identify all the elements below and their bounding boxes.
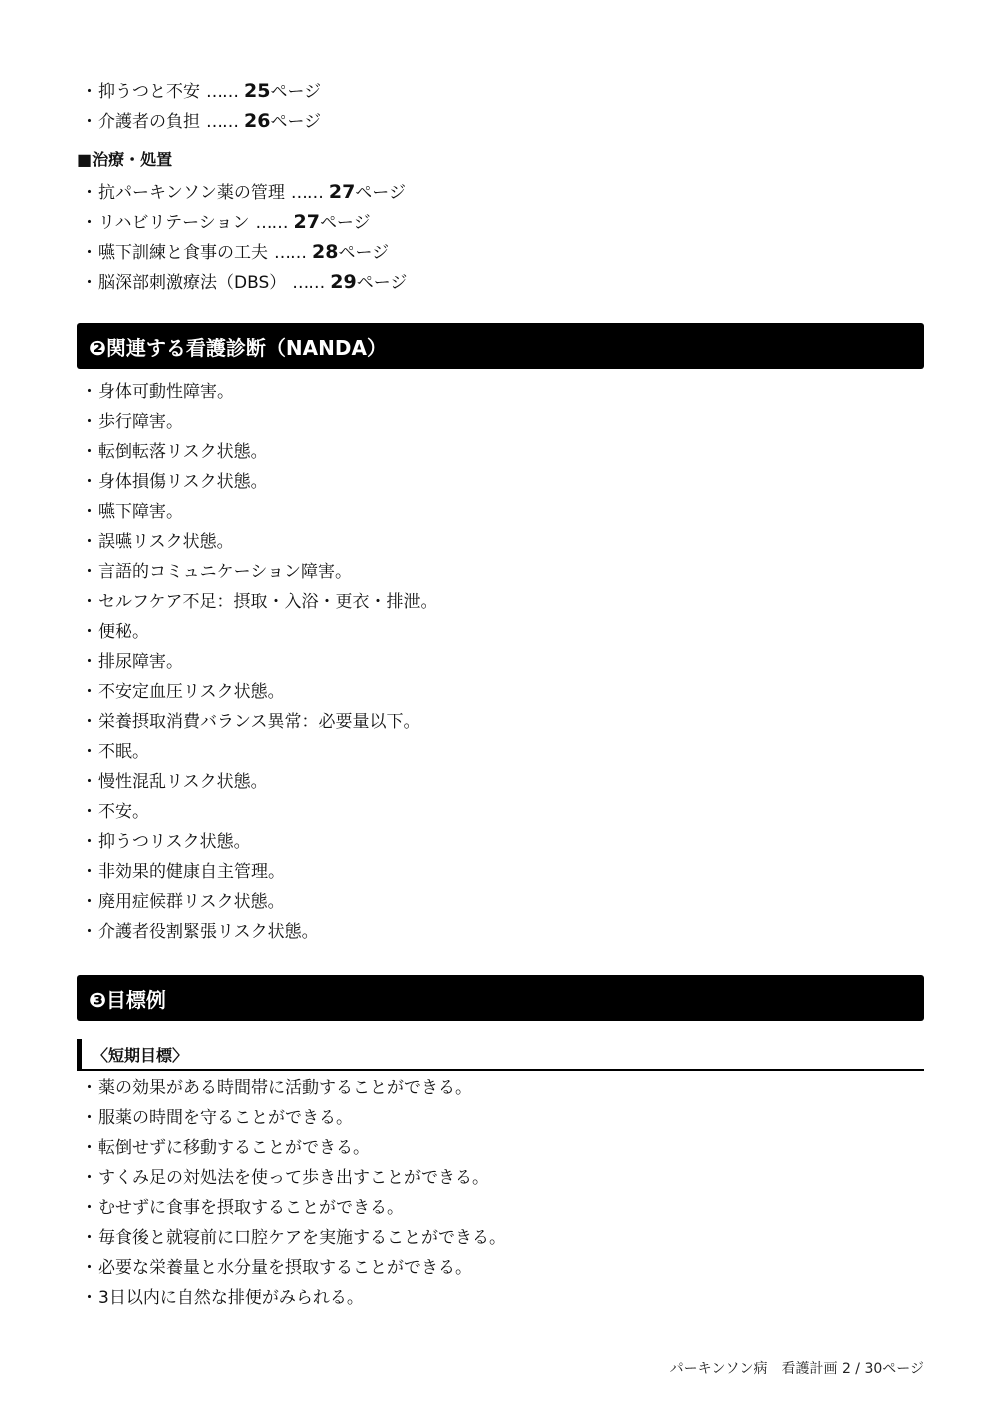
list-item-text: 嚥下障害。 [98,502,183,522]
list-item-text: すくみ足の対処法を使って歩き出すことができる。 [98,1168,489,1188]
footer-page-number: 2 / 30ページ [841,1361,924,1377]
list-item [77,1223,506,1253]
list-item-text: 誤嚥リスク状態。 [98,532,234,552]
list-item [77,437,438,467]
toc-item [77,237,407,267]
list-item-text: 不安定血圧リスク状態。 [98,682,285,702]
list-item-text: 不眠。 [98,742,149,762]
bullet: ・ [81,412,98,432]
list-item-text: 3日以内に自然な排便がみられる。 [98,1288,364,1308]
list-item-text: 排尿障害。 [98,652,183,672]
bullet: ・ [81,1228,98,1248]
list-item [77,917,438,947]
toc-dots: …… [292,273,325,293]
toc-item [77,267,407,297]
bullet: ・ [81,442,98,462]
bullet: ・ [81,772,98,792]
list-item-text: 慢性混乱リスク状態。 [98,772,268,792]
short-term-goals-list [77,1073,506,1313]
toc-page-unit: ページ [319,213,371,233]
treatment-list [77,177,407,297]
bullet: ・ [81,1108,98,1128]
toc-page-number: 27 [328,181,356,203]
list-item [77,587,438,617]
list-item [77,677,438,707]
list-item [77,497,438,527]
list-item [77,407,438,437]
treatment-heading: ■治療・処置 [77,150,173,169]
list-item-text: 身体可動性障害。 [98,382,234,402]
toc-page-unit: ページ [356,273,408,293]
list-item [77,1073,506,1103]
toc-item-label: 介護者の負担 [98,112,200,132]
list-item [77,1133,506,1163]
bullet: ・ [81,592,98,612]
bullet: ・ [81,382,98,402]
list-item-text: 転倒せずに移動することができる。 [98,1138,370,1158]
section-heading-nanda: ❷関連する看護診断（NANDA） [77,323,924,369]
list-item-text: 毎食後と就寝前に口腔ケアを実施することができる。 [98,1228,506,1248]
toc-page-number: 28 [312,241,339,263]
list-item [77,647,438,677]
bullet: ・ [81,832,98,852]
list-item [77,1283,506,1313]
bullet: ・ [81,922,98,942]
list-item [77,797,438,827]
toc-item [77,207,407,237]
toc-dots: …… [255,213,288,233]
list-item [77,377,438,407]
list-item-text: 身体損傷リスク状態。 [98,472,268,492]
list-item-text: 抑うつリスク状態。 [98,832,251,852]
toc-item [77,177,407,207]
bullet: ・ [81,802,98,822]
toc-dots: …… [274,243,306,263]
bullet: ・ [81,742,98,762]
bullet: ・ [81,1198,98,1218]
list-item [77,857,438,887]
bullet: ・ [81,502,98,522]
toc-item-label: 抗パーキンソン薬の管理 [98,183,285,203]
list-item-text: 転倒転落リスク状態。 [98,442,268,462]
bullet: ・ [81,562,98,582]
toc-page-number: 26 [244,110,271,132]
list-item [77,707,438,737]
bullet: ・ [81,472,98,492]
toc-item [77,76,321,106]
toc-item-label: 脳深部刺激療法（DBS） [98,273,287,293]
bullet: ・ [81,1168,98,1188]
list-item [77,887,438,917]
list-item [77,1253,506,1283]
list-item-text: 栄養摂取消費バランス異常：必要量以下。 [98,712,421,732]
bullet: ・ [81,213,98,233]
list-item [77,1193,506,1223]
list-item-text: 歩行障害。 [98,412,183,432]
list-item [77,617,438,647]
toc-dots: …… [206,82,238,102]
list-item-text: 不安。 [98,802,149,822]
bullet: ・ [81,1078,98,1098]
bullet: ・ [81,1138,98,1158]
bullet: ・ [81,112,98,132]
bullet: ・ [81,1288,98,1308]
list-item [77,767,438,797]
list-item-text: 廃用症候群リスク状態。 [98,892,285,912]
toc-page-unit: ページ [338,243,390,263]
bullet: ・ [81,622,98,642]
nanda-diagnosis-list [77,377,438,947]
list-item [77,467,438,497]
list-item [77,557,438,587]
bullet: ・ [81,892,98,912]
bullet: ・ [81,652,98,672]
toc-dots: …… [206,112,238,132]
toc-item-label: リハビリテーション [98,213,250,233]
toc-page-number: 29 [330,271,357,293]
toc-continued-list [77,76,321,136]
bullet: ・ [81,862,98,882]
toc-item-label: 抑うつと不安 [98,82,200,102]
bullet: ・ [81,532,98,552]
list-item [77,737,438,767]
section-heading-goals: ❸目標例 [77,975,924,1021]
bullet: ・ [81,273,98,293]
list-item-text: 必要な栄養量と水分量を摂取することができる。 [98,1258,472,1278]
bullet: ・ [81,82,98,102]
list-item-text: 介護者役割緊張リスク状態。 [98,922,319,942]
list-item-text: 服薬の時間を守ることができる。 [98,1108,353,1128]
list-item-text: 非効果的健康自主管理。 [98,862,285,882]
toc-item [77,106,321,136]
toc-dots: …… [290,183,323,203]
bullet: ・ [81,1258,98,1278]
list-item-text: セルフケア不足：摂取・入浴・更衣・排泄。 [98,592,438,612]
page-footer [670,1358,924,1378]
list-item [77,527,438,557]
toc-page-number: 25 [244,80,271,102]
footer-doc-title: パーキンソン病 看護計画 [669,1361,838,1377]
list-item [77,827,438,857]
bullet: ・ [81,243,98,263]
list-item-text: 言語的コミュニケーション障害。 [98,562,352,582]
toc-page-unit: ページ [355,183,406,203]
bullet: ・ [81,712,98,732]
list-item-text: 便秘。 [98,622,149,642]
toc-page-unit: ページ [270,112,322,132]
toc-page-unit: ページ [270,82,322,102]
toc-page-number: 27 [293,211,320,233]
toc-item-label: 嚥下訓練と食事の工夫 [98,243,268,263]
list-item [77,1103,506,1133]
short-term-goals-heading: 〈短期目標〉 [77,1039,924,1071]
bullet: ・ [81,183,98,203]
list-item [77,1163,506,1193]
list-item-text: むせずに食事を摂取することができる。 [98,1198,404,1218]
list-item-text: 薬の効果がある時間帯に活動することができる。 [98,1078,472,1098]
bullet: ・ [81,682,98,702]
